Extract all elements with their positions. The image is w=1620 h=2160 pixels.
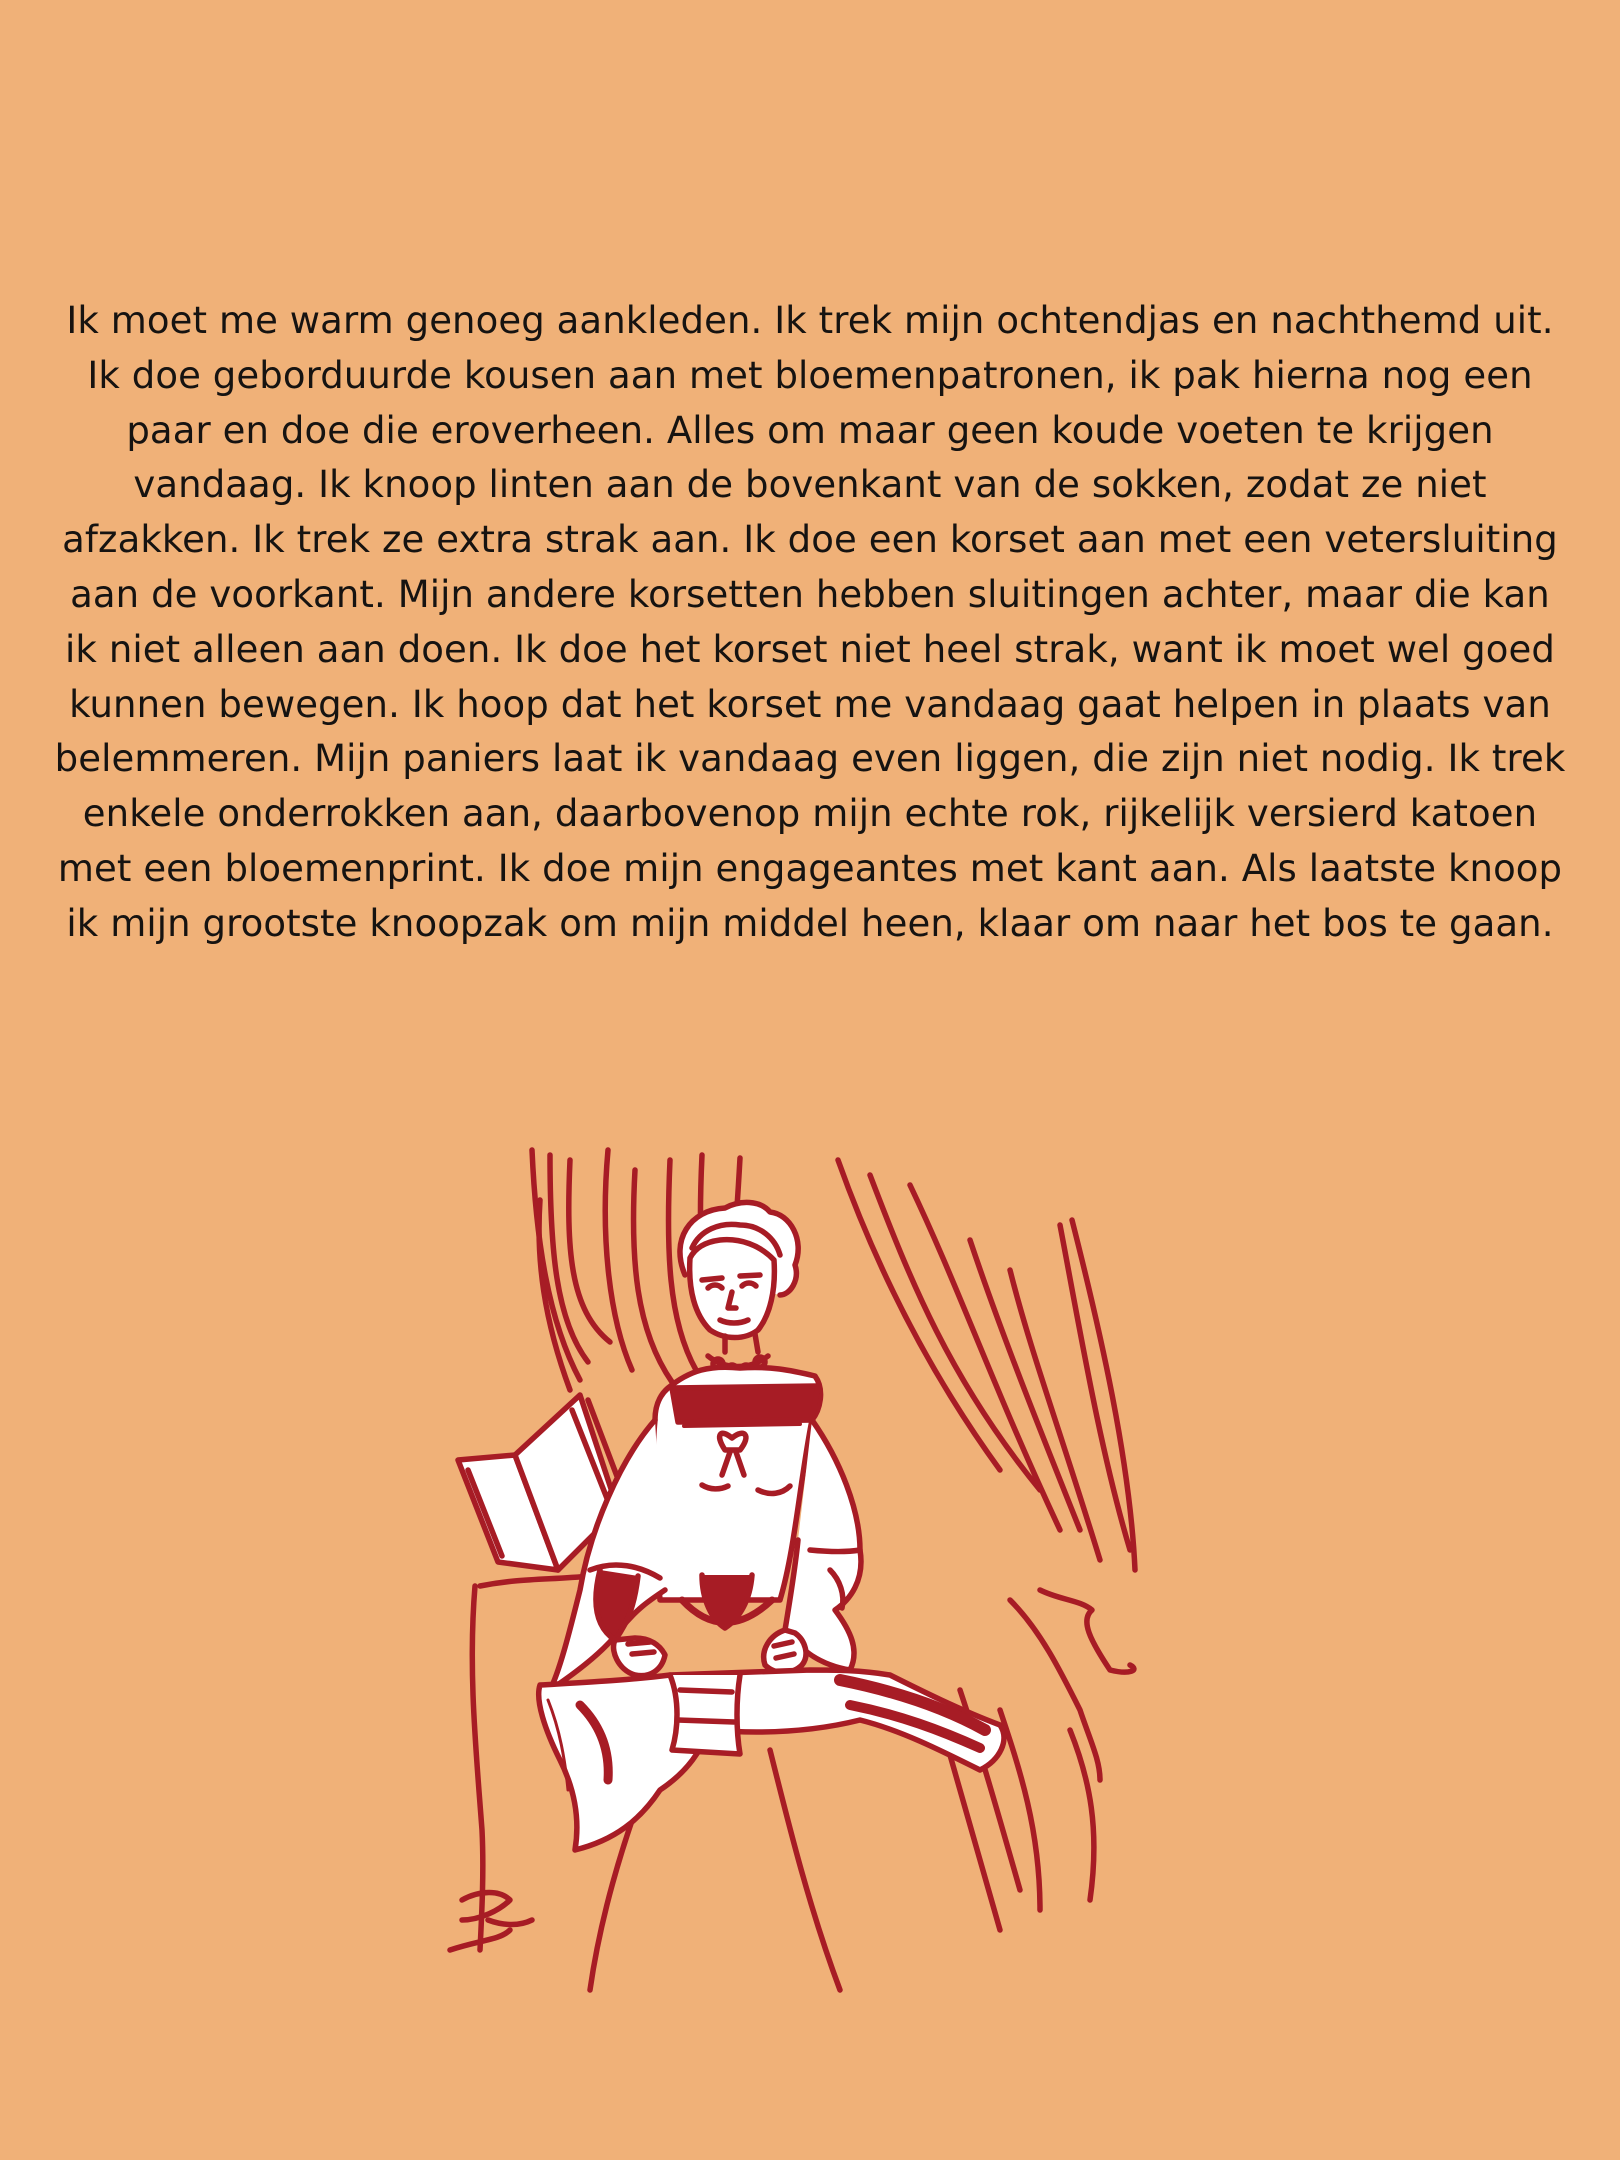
story-paragraph: Ik moet me warm genoeg aankleden. Ik trek mijn ochtendjas en nachthemd uit. Ik doe geborduurde kousen aan met bloemenpatronen, ik pak hierna nog een paar en doe die eroverheen. Alles om maar geen koude voeten te krijgen vandaag. Ik knoop linten aan de bovenkant van de sokken, zodat ze niet afzakken. Ik trek ze extra strak aan. Ik doe een korset aan met een vetersluiting aan de voorkant. Mijn andere korsetten hebben sluitingen achter, maar die kan ik niet alleen aan doen. Ik doe het korset niet heel strak, want ik moet wel goed kunnen bewegen. Ik hoop dat het korset me vandaag gaat helpen in plaats van belemmeren. Mijn paniers laat ik vandaag even liggen, die zijn niet nodig. Ik trek enkele onderrokken aan, daarbovenop mijn echte rok, rijkelijk versierd katoen met een bloemenprint. Ik doe mijn engageantes met kant aan. Als laatste knoop ik mijn grootste knoopzak om mijn middel heen, klaar om naar het bos te gaan. [54, 299, 1566, 945]
woman-dressing-illustration [440, 1130, 1160, 2010]
